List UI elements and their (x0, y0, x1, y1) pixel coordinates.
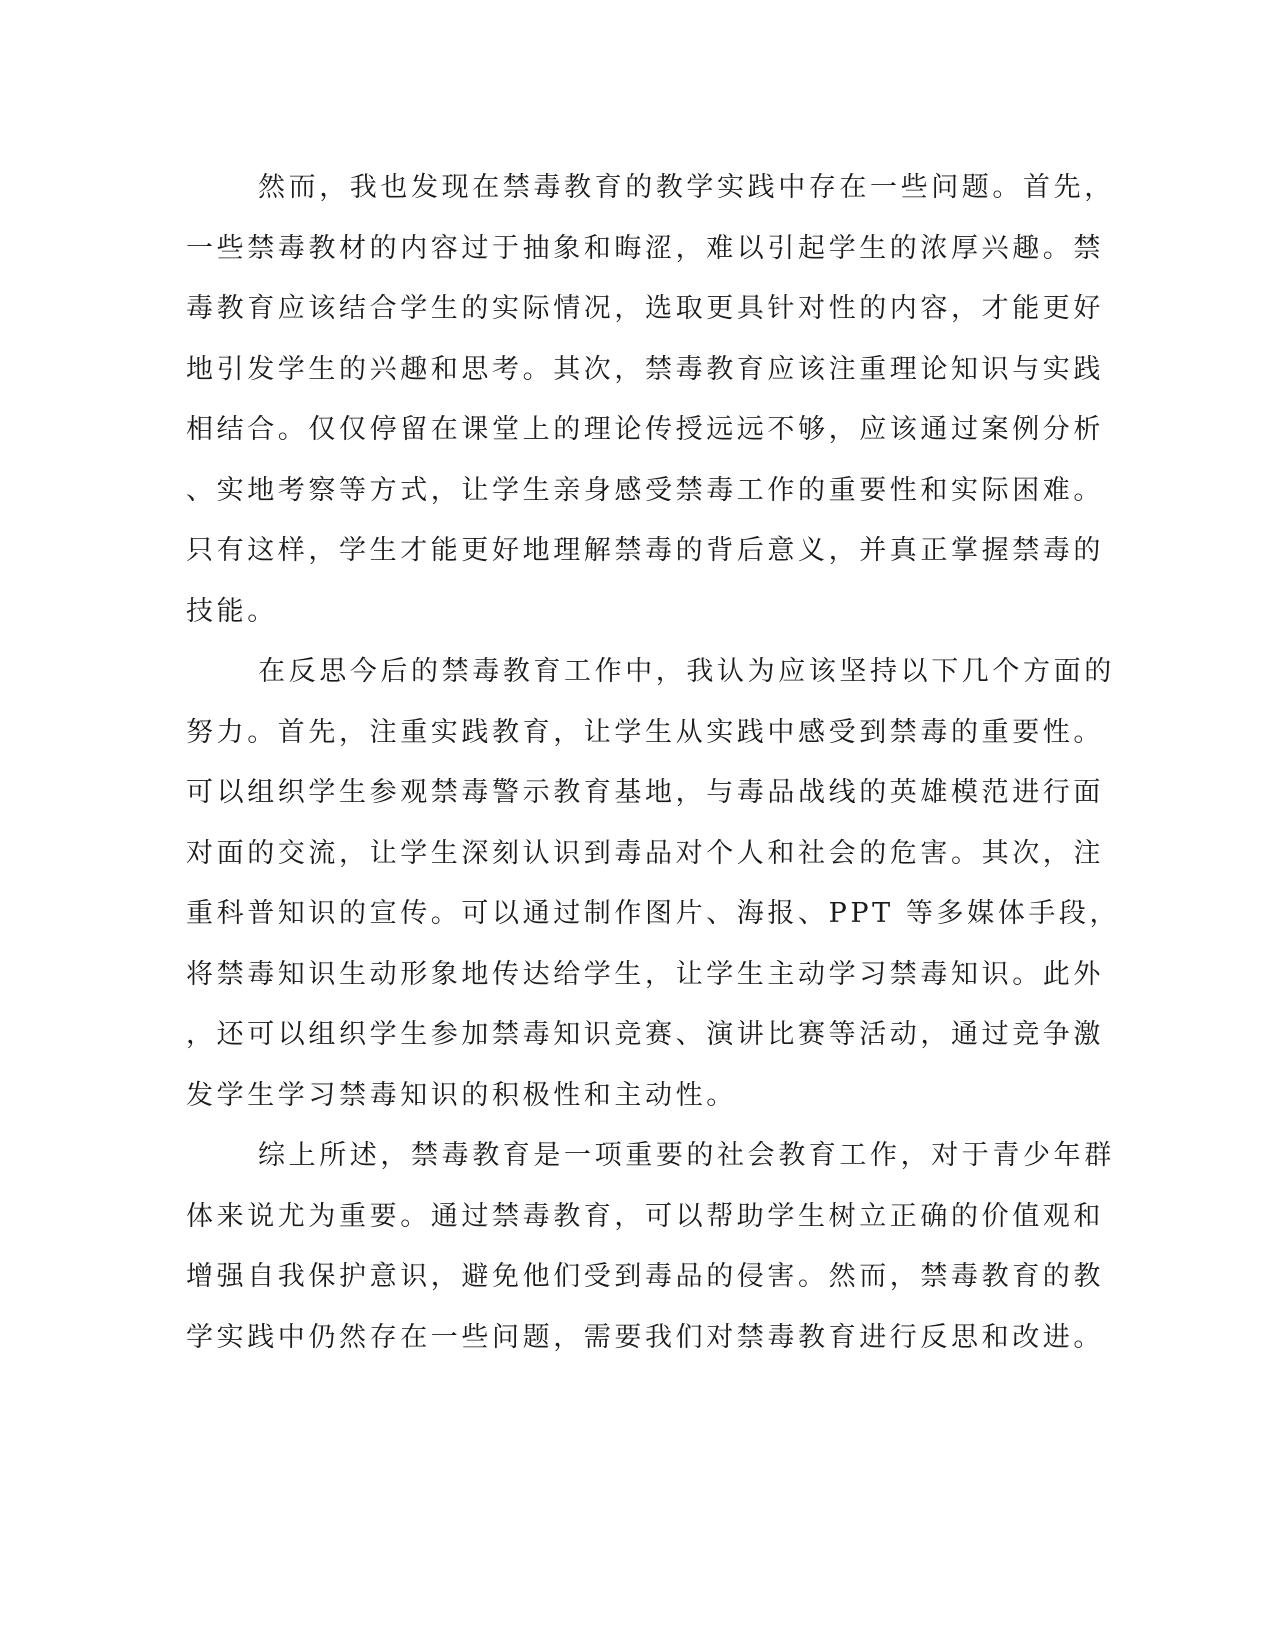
text-line: 努力。首先，注重实践教育，让学生从实践中感受到禁毒的重要性。 (186, 716, 1104, 748)
text-line: 重科普知识的宣传。可以通过制作图片、海报、PPT 等多媒体手段， (186, 898, 1121, 929)
text-line: 地引发学生的兴趣和思考。其次，禁毒教育应该注重理论知识与实践 (186, 353, 1104, 385)
text-line: 然而，我也发现在禁毒教育的教学实践中存在一些问题。首先， (258, 172, 1115, 203)
text-line: 在反思今后的禁毒教育工作中，我认为应该坚持以下几个方面的 (258, 656, 1115, 687)
text-line: 综上所述，禁毒教育是一项重要的社会教育工作，对于青少年群 (258, 1140, 1115, 1171)
text-line: 、实地考察等方式，让学生亲身感受禁毒工作的重要性和实际困难。 (186, 474, 1104, 506)
paragraph-3 (186, 1126, 1115, 1368)
text-line: 可以组织学生参观禁毒警示教育基地，与毒品战线的英雄模范进行面 (186, 777, 1104, 808)
text-line: 技能。 (186, 595, 278, 627)
document-body (186, 158, 1121, 1368)
text-line: 体来说尤为重要。通过禁毒教育，可以帮助学生树立正确的价值观和 (186, 1200, 1104, 1232)
text-line: ，还可以组织学生参加禁毒知识竞赛、演讲比赛等活动，通过竞争激 (186, 1019, 1104, 1050)
text-line: 只有这样，学生才能更好地理解禁毒的背后意义，并真正掌握禁毒的 (186, 535, 1104, 566)
paragraph-2 (186, 642, 1121, 1126)
text-line: 毒教育应该结合学生的实际情况，选取更具针对性的内容，才能更好 (186, 293, 1104, 324)
text-line: 学实践中仍然存在一些问题，需要我们对禁毒教育进行反思和改进。 (186, 1321, 1104, 1353)
text-line: 增强自我保护意识，避免他们受到毒品的侵害。然而，禁毒教育的教 (186, 1261, 1104, 1292)
paragraph-1 (186, 158, 1115, 642)
text-line: 一些禁毒教材的内容过于抽象和晦涩，难以引起学生的浓厚兴趣。禁 (186, 232, 1104, 264)
text-line: 将禁毒知识生动形象地传达给学生，让学生主动学习禁毒知识。此外 (186, 958, 1104, 990)
text-line: 发学生学习禁毒知识的积极性和主动性。 (186, 1079, 737, 1111)
text-line: 相结合。仅仅停留在课堂上的理论传授远远不够，应该通过案例分析 (186, 414, 1104, 445)
text-line: 对面的交流，让学生深刻认识到毒品对个人和社会的危害。其次，注 (186, 837, 1104, 869)
